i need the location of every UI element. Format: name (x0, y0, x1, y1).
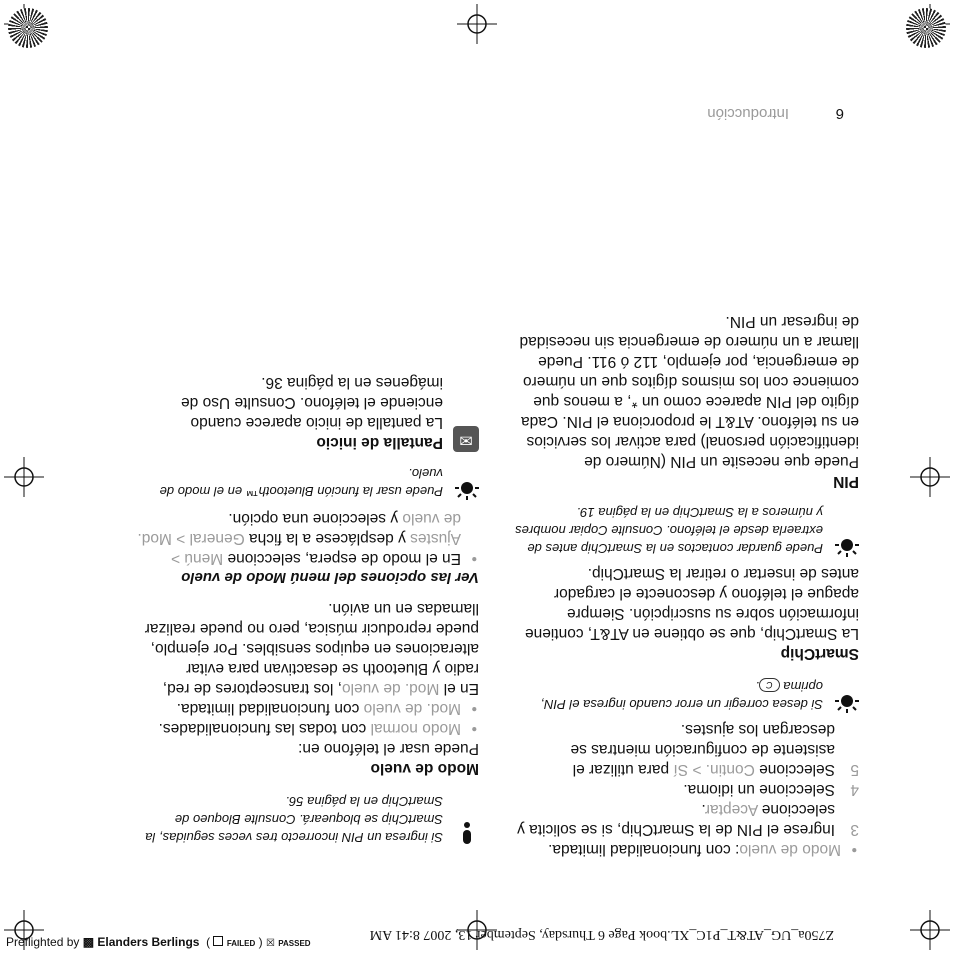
print-slug: Z750a_UG_AT&T_P1C_XL.book Page 6 Thursday, September 13, 2007 8:41 AM (369, 927, 834, 942)
flight-mode-heading: Modo de vuelo (370, 760, 479, 777)
flight-mode-intro: Puede usar el teléfono en: (298, 740, 479, 757)
registration-mark-icon (457, 910, 497, 950)
home-screen-heading: Pantalla de inicio (316, 434, 443, 451)
step-5: 5 Seleccione Contin. > Sí para utilizar el asistente de configuración mientras se descargan los ajustes. (570, 721, 859, 778)
step-4: 4 Seleccione un idioma. (683, 781, 859, 798)
tip-bluetooth: Puede usar la función Bluetooth™ en el modo de vuelo. (134, 464, 479, 500)
exclamation-icon (455, 822, 479, 846)
flight-mode-body: En el Mod. de vuelo, los transceptores de red, radio y Bluetooth se desactivan para evitar alteraciones en equipos sensibles. Por ejemplo, puede reproducir música, pero no puede realizar llamadas en un avión. (144, 600, 479, 697)
pin-heading: PIN (833, 473, 859, 490)
warning-pin: Si ingresa un PIN incorrecto tres veces seguidas, la SmartChip se bloqueará. Consulte Bloqueo de SmartChip en la página 56. (134, 792, 479, 846)
checkbox-passed-icon: ☒ (265, 938, 275, 949)
lightbulb-icon (835, 689, 859, 713)
star-target-icon (906, 8, 946, 48)
tip-pin-correction: Si desea corregir un error cuando ingresa el PIN, oprima C. (514, 677, 859, 713)
bullet-flight: • Modo de vuelo: con funcionalidad limitada. (514, 839, 859, 859)
pin-body: Puede que necesite un PIN (Número de identificación personal) para activar los servicios en su teléfono. AT&T le proporciona el PIN. Cada dígito del PIN aparece como un *, a menos que comience con los mismos dígitos que un número de emergencia, por ejemplo, 112 ó 911. Puede llamar a un número de emergencia sin necesidad de ingresar un PIN. (519, 313, 859, 470)
home-screen-section (134, 372, 479, 452)
smartchip-heading: SmartChip (780, 645, 859, 662)
right-column (134, 372, 479, 846)
registration-mark-icon (910, 457, 950, 497)
registration-mark-icon (457, 4, 497, 44)
left-column (514, 311, 859, 859)
smartchip-body: La SmartChip, que se obtiene en AT&T, contiene información sobre su suscripción. Siempre apague el teléfono y desconecte el cargador antes de insertar o retirar la SmartChip. (524, 565, 859, 642)
bullet-flight-mode: • Mod. de vuelo con funcionalidad limitada. (134, 698, 479, 718)
bullet-normal-mode: • Modo normal con todas las funcionalidades. (134, 718, 479, 738)
options-body: • En el modo de espera, seleccione Menú > Ajustes y desplácese a la ficha General > Mod. de vuelo y seleccione una opción. (134, 508, 479, 568)
lightbulb-icon (835, 533, 859, 557)
page-number: 6 (835, 105, 844, 122)
lightbulb-icon (455, 476, 479, 500)
options-heading: Ver las opciones del menú Modo de vuelo (181, 569, 479, 586)
c-key: C (759, 678, 780, 692)
tip-save-contacts: Puede guardar contactos en la SmartChip antes de extraerla desde el teléfono. Consulte Copiar nombres y números a la SmartChip en la página 19. (514, 503, 859, 557)
section-title: Introducción (707, 105, 789, 122)
checkbox-failed-icon (213, 936, 223, 946)
elanders-logo-icon: ▩ (82, 935, 95, 949)
phone-screen-icon: ✉ (453, 426, 479, 452)
preflight-label: Preflighted by ▩ Elanders Berlings ( FAILED ) ☒ PASSED (6, 935, 311, 949)
star-target-icon (8, 8, 48, 48)
home-screen-body: La pantalla de inicio aparece cuando enciende el teléfono. Consulte Uso de imágenes en la página 36. (181, 374, 443, 431)
step-3: 3 Ingrese el PIN de la SmartChip, si se solicita y seleccione Aceptar. (517, 801, 859, 838)
registration-mark-icon (4, 457, 44, 497)
registration-mark-icon (910, 910, 950, 950)
